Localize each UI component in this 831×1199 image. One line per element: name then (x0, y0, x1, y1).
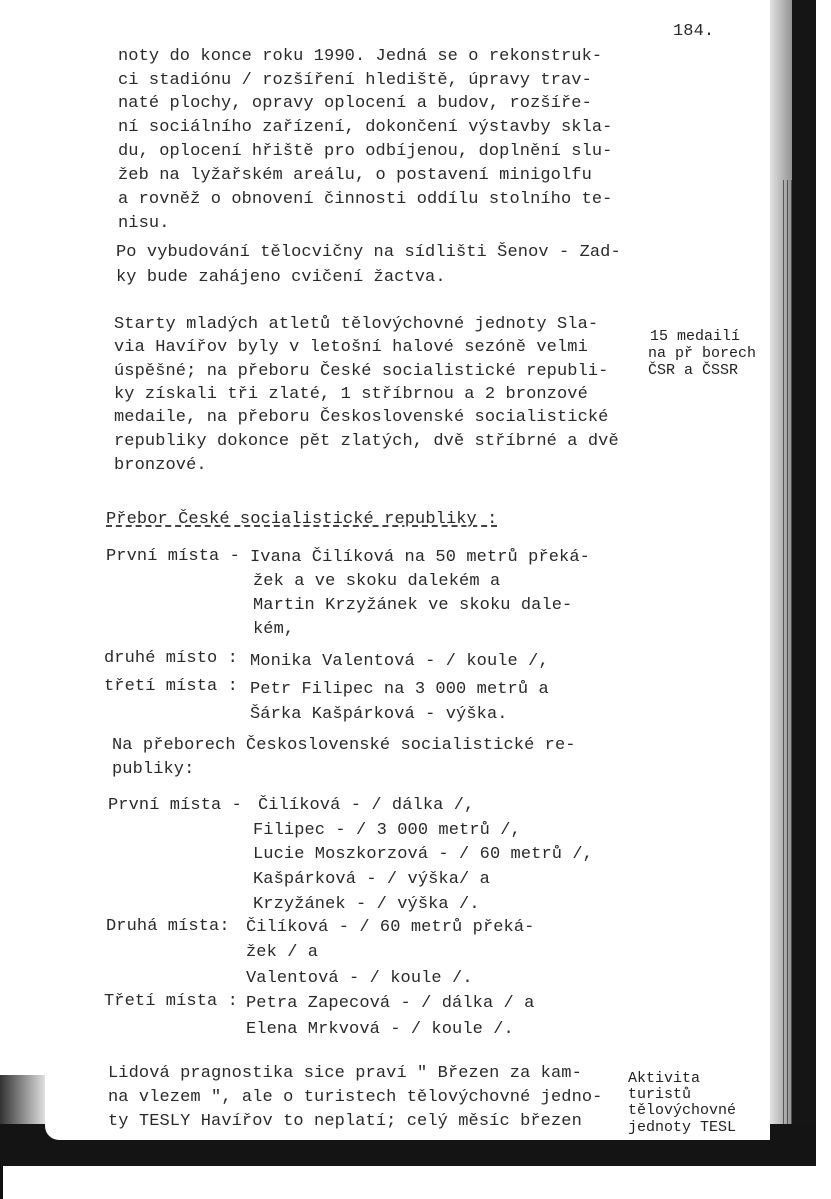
scan-border (0, 1165, 3, 1199)
margin-note-line: tělovýchovné (628, 1102, 737, 1119)
result-line: Čilíková - / dálka /, (258, 796, 475, 815)
page-edge-stack (780, 180, 792, 1150)
text-line: Lidová pragnostika sice praví " Březen za kam- (108, 1064, 582, 1083)
text-line: republiky dokonce pět zlatých, dvě stříbrné a dvě (114, 432, 619, 451)
result-label: První místa - (108, 796, 242, 815)
result-label: třetí místa : (104, 677, 238, 696)
text-line: Po vybudování tělocvičny na sídlišti Šenov - Zad- (116, 243, 621, 262)
text-line: ky získali tři zlaté, 1 stříbrnou a 2 bronzové (114, 385, 588, 404)
result-line: Petr Filipec na 3 000 metrů a (250, 680, 549, 699)
result-line: kém, (253, 620, 295, 639)
text-line: úspěšné; na přeboru České socialistické republi- (114, 362, 609, 381)
margin-note-line: turistů (628, 1086, 692, 1103)
result-line: Elena Mrkvová - / koule /. (246, 1020, 514, 1039)
margin-note-line: na př borech (648, 345, 757, 362)
text-line: ci stadiónu / rozšíření hlediště, úpravy trav- (118, 71, 592, 90)
text-line: bronzové. (114, 456, 207, 475)
result-line: Kašpárková - / výška/ a (253, 870, 490, 889)
result-label: druhé místo : (104, 649, 238, 668)
result-line: Ivana Čilíková na 50 metrů překá- (250, 548, 590, 567)
margin-note-line: jednoty TESL (628, 1119, 737, 1136)
result-line: Monika Valentová - / koule /, (250, 652, 549, 671)
text-line: a rovněž o obnovení činnosti oddílu stolního te- (118, 190, 613, 209)
result-line: Lucie Moszkorzová - / 60 metrů /, (253, 845, 593, 864)
result-line: Krzyžánek - / výška /. (253, 895, 480, 914)
section-heading: Přebor České socialistické republiky : (106, 510, 498, 529)
result-label: Druhá místa: (106, 917, 230, 936)
text-line: noty do konce roku 1990. Jedná se o rekonstruk- (118, 47, 603, 66)
text-line: žeb na lyžařském areálu, o postavení minigolfu (118, 166, 592, 185)
text-line: Na přeborech Československé socialistické re- (112, 736, 576, 755)
text-line: na vlezem ", ale o turistech tělovýchovné jedno- (108, 1088, 603, 1107)
result-label: Třetí místa : (104, 992, 238, 1011)
margin-note-line: Aktivita (628, 1070, 701, 1087)
text-line: publiky: (112, 760, 195, 779)
text-line: naté plochy, opravy oplocení a budov, rozšíře- (118, 94, 592, 113)
result-line: Čilíková - / 60 metrů překá- (246, 918, 535, 937)
text-line: via Havířov byly v letošní halové sezóně velmi (114, 338, 588, 357)
text-line: ty TESLY Havířov to neplatí; celý měsíc březen (108, 1112, 582, 1131)
margin-note-line: 15 medailí (650, 328, 741, 345)
text-line: medaile, na přeboru Československé socialistické (114, 408, 609, 427)
result-line: žek / a (246, 943, 319, 962)
page-edge-dark (792, 0, 816, 1165)
result-line: Martin Krzyžánek ve skoku dale- (253, 596, 573, 615)
result-label: První místa - (106, 547, 240, 566)
text-line: du, oplocení hřiště pro odbíjenou, doplnění slu- (118, 142, 613, 161)
text-line: nisu. (118, 214, 170, 233)
result-line: Petra Zapecová - / dálka / a (246, 994, 535, 1013)
text-line: ní sociálního zařízení, dokončení výstavby skla- (118, 118, 613, 137)
result-line: žek a ve skoku dalekém a (253, 572, 501, 591)
result-line: Valentová - / koule /. (246, 969, 473, 988)
result-line: Filipec - / 3 000 metrů /, (253, 821, 521, 840)
text-line: ky bude zahájeno cvičení žactva. (116, 268, 446, 287)
page-corner-shadow (0, 1075, 45, 1130)
page-number: 184. (673, 22, 715, 41)
margin-note-line: ČSR a ČSSR (648, 362, 739, 379)
result-line: Šárka Kašpárková - výška. (250, 705, 508, 724)
text-line: Starty mladých atletů tělovýchovné jednoty Sla- (114, 315, 599, 334)
